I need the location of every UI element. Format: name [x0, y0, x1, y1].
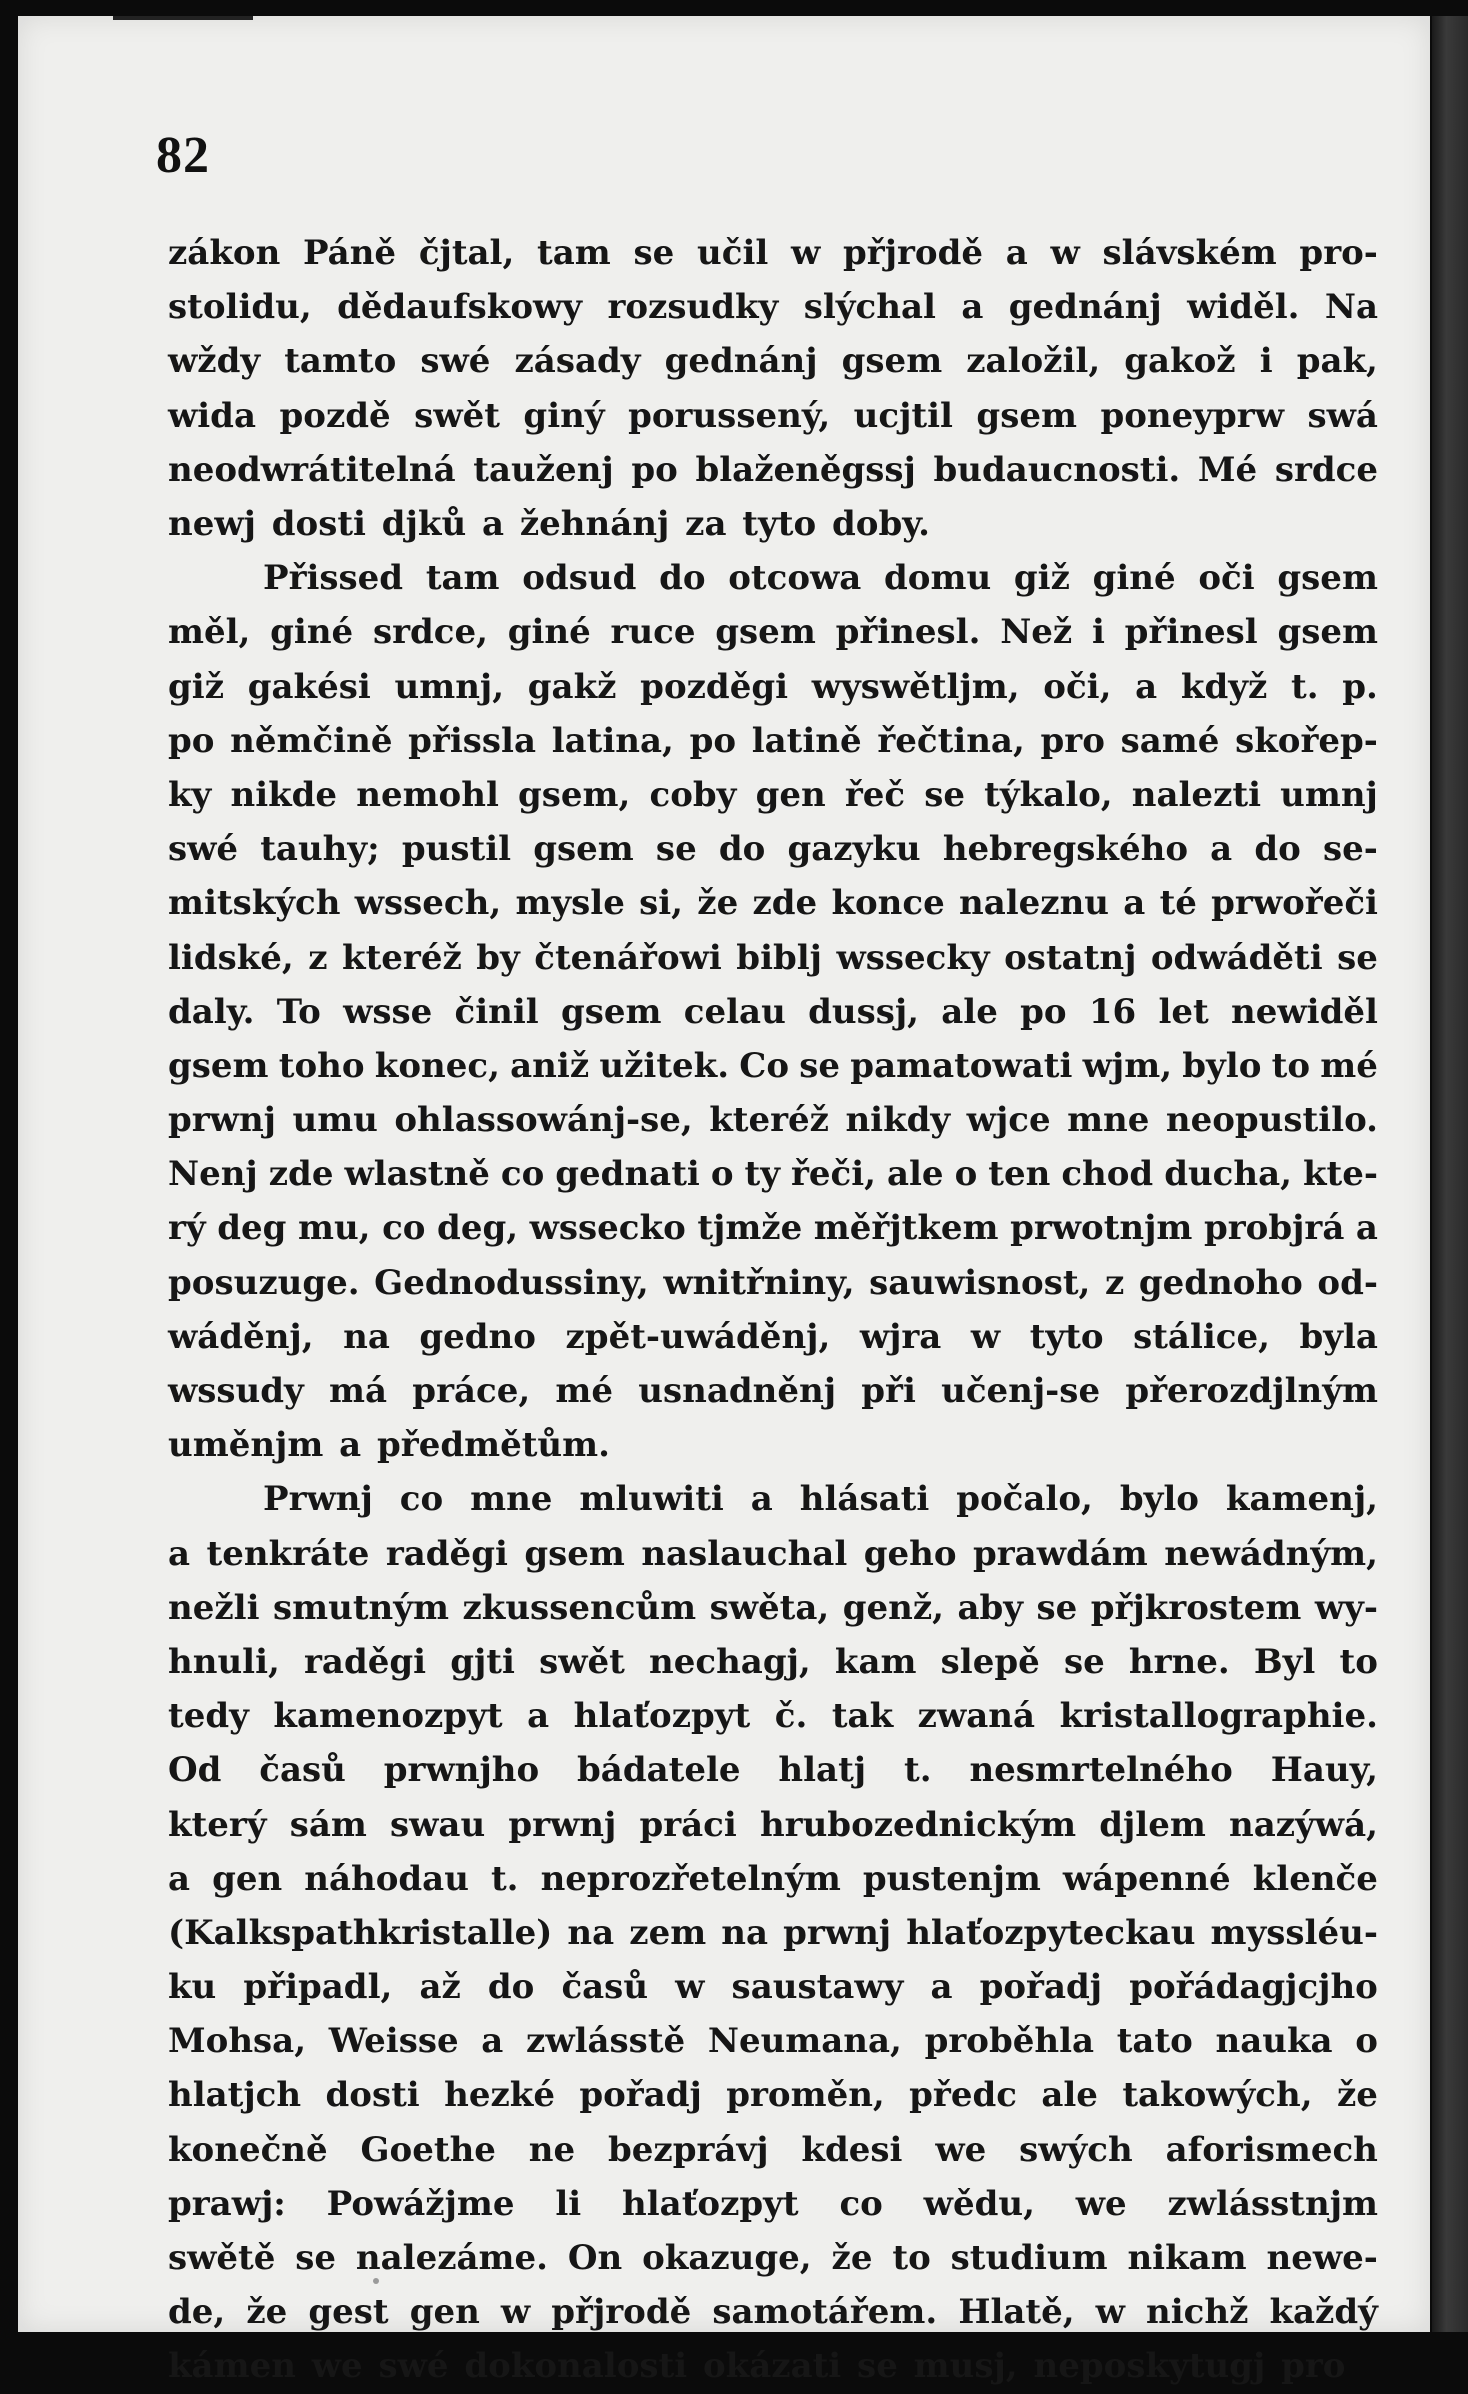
text-line: posuzuge. Gednodussiny, wnitřniny, sauwisnost, z gednoho od-	[168, 1262, 1378, 1303]
text-line: de, že gest gen w přjrodě samotářem. Hlatě, w nichž každý	[168, 2292, 1378, 2333]
text-line: který sám swau prwnj práci hrubozednickým djlem nazýwá,	[168, 1804, 1378, 1845]
text-line: swětě se nalezáme. On okazuge, že to studium nikam newe-	[168, 2238, 1378, 2279]
paragraph	[168, 551, 1378, 1472]
paragraph	[168, 226, 1378, 551]
text-line: Nenj zde wlastně co gednati o ty řeči, ale o ten chod ducha, kte-	[168, 1154, 1378, 1195]
page-body-text	[168, 226, 1378, 2394]
text-line: hnuli, raděgi gjti swět nechagj, kam slepě se hrne. Byl to	[168, 1641, 1378, 1682]
text-line: Prwnj co mne mluwiti a hlásati počalo, bylo kamenj,	[263, 1479, 1378, 1520]
text-line: mitských wssech, mysle si, že zde konce naleznu a té prwořeči	[168, 883, 1378, 924]
text-line: prawj: Powážjme li hlaťozpyt co wědu, we zwlásstnjm	[168, 2183, 1378, 2224]
text-line: ky nikde nemohl gsem, coby gen řeč se týkalo, nalezti umnj	[168, 774, 1378, 815]
text-line: Mohsa, Weisse a zwlásstě Neumana, proběhla tato nauka o	[168, 2021, 1378, 2062]
text-line: rý deg mu, co deg, wssecko tjmže měřjtkem prwotnjm probjrá a	[168, 1208, 1378, 1249]
text-line: po němčině přissla latina, po latině řečtina, pro samé skořep-	[168, 720, 1378, 761]
text-line: a tenkráte raděgi gsem naslauchal geho prawdám newádným,	[168, 1533, 1378, 1574]
text-line: konečně Goethe ne bezprávj kdesi we swých aforismech	[168, 2129, 1378, 2170]
text-line: Od časů prwnjho bádatele hlatj t. nesmrtelného Hauy,	[168, 1750, 1378, 1791]
text-line: Přissed tam odsud do otcowa domu giž giné oči gsem	[263, 558, 1378, 599]
text-line: wida pozdě swět giný porussený, ucjtil gsem poneyprw swá	[168, 395, 1378, 436]
text-line: prwnj umu ohlassowánj-se, kteréž nikdy wjce mne neopustilo.	[168, 1100, 1378, 1141]
text-line: wssudy má práce, mé usnadněnj při učenj-se přerozdjlným	[168, 1371, 1378, 1412]
text-line: tedy kamenozpyt a hlaťozpyt č. tak zwaná kristallographie.	[168, 1696, 1378, 1737]
text-line: kámen we swé dokonalosti okázati se musj, neposkytugj pro	[168, 2346, 1346, 2387]
text-line: lidské, z kteréž by čtenářowi biblj wssecky ostatnj odwáděti se	[168, 937, 1378, 978]
header-rule	[113, 16, 253, 20]
text-line: swé tauhy; pustil gsem se do gazyku hebregského a do se-	[168, 829, 1378, 870]
text-line: uměnjm a předmětům.	[168, 1425, 610, 1466]
text-line: wždy tamto swé zásady gednánj gsem založil, gakož i pak,	[168, 341, 1378, 382]
text-line: měl, giné srdce, giné ruce gsem přinesl. Než i přinesl gsem	[168, 612, 1378, 653]
page-edge-shadow	[1432, 16, 1468, 2332]
text-line: nežli smutným zkussencům swěta, genž, aby se přjkrostem wy-	[168, 1587, 1378, 1628]
text-line: stolidu, dědaufskowy rozsudky slýchal a gednánj widěl. Na	[168, 287, 1378, 328]
text-line: (Kalkspathkristalle) na zem na prwnj hlaťozpyteckau myssléu-	[168, 1912, 1378, 1953]
print-speck	[373, 2278, 379, 2284]
book-page	[18, 16, 1430, 2387]
text-line: hlatjch dosti hezké pořadj proměn, předc ale takowých, že	[168, 2075, 1378, 2116]
text-line: ku připadl, až do časů w saustawy a pořadj pořádagjcjho	[168, 1967, 1378, 2008]
page-number: 82	[156, 127, 210, 184]
text-line: zákon Páně čjtal, tam se učil w přjrodě a w slávském pro-	[168, 233, 1378, 274]
text-line: wáděnj, na gedno zpět-uwáděnj, wjra w tyto stálice, byla	[168, 1316, 1378, 1357]
paragraph	[168, 1472, 1378, 2393]
text-line: daly. To wsse činil gsem celau dussj, ale po 16 let newiděl	[168, 991, 1378, 1032]
text-line: giž gakési umnj, gakž pozděgi wyswětljm, oči, a když t. p.	[168, 666, 1378, 707]
text-line: newj dosti djků a žehnánj za tyto doby.	[168, 504, 930, 545]
text-line: a gen náhodau t. neprozřetelným pustenjm wápenné klenče	[168, 1858, 1378, 1899]
text-line: gsem toho konec, aniž užitek. Co se pamatowati wjm, bylo to mé	[168, 1045, 1378, 1086]
text-line: neodwrátitelná tauženj po blaženěgssj budaucnosti. Mé srdce	[168, 449, 1378, 490]
